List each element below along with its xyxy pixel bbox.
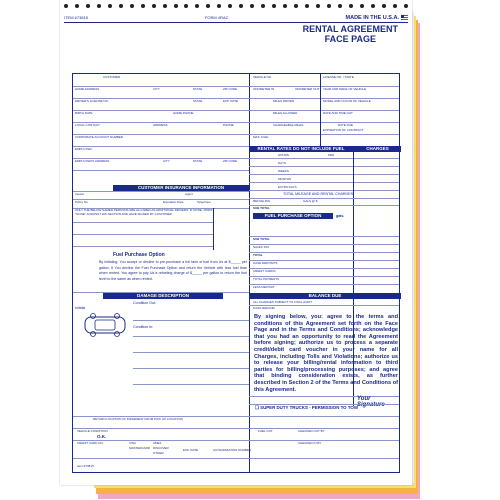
fuel-option-text: By initialing. You accept or decline to pre-purchase a full tank of fuel from Us at $_____ per gallon. If You decline the Fuel Purchase Option and return the Vehicle with less fuel than when rented. You agree to pay Us a refueling charge of $_____ per gallon to return the fuel level to the same as when rented.	[99, 260, 247, 281]
item-code-footer: Item #73815	[77, 464, 94, 468]
us-flag-icon	[401, 15, 408, 20]
form-grid: CUSTOMER HOME ADDRESS CITY STATE ZIP CODE DRIVER'S LICENSE NO. STATE EXP. DATE BIRTH DATE HOME PHONE LOCAL CONTACT ADDRESS PHONE CORPORATE ACCOUNT NUMBER EMPLOYER EMPLOYER'S ADDRESS CITY STATE ZIP CODE VEHICLE NO. LICENSE NO. / STATE ODOMETER IN ODOMETER OUT YEAR AND MAKE OF VEHICLE MILES DRIVEN MODEL AND COLOR OF VEHICLE MILES ALLOWED DATE AND TIME OUT CHARGEABLE MILES DATE DUE EXPIRATION OF CONTRACT MAX. FUEL RENTAL RATES DO NOT INCLUDE FUEL CHARGES HOURS DAYS WEEKS MONTHS EXTRA DAYS PER TOTAL MILEAGE AND RENTAL CHARGES REFUELING GALS @ $ SUB TOTAL FUEL PURCHASE OPTION gals. SUB TOTAL SALES TAX TOTAL CASH DEPOSITS CREDIT CARDS TOTAL PAYMENTS LESS DEPOSIT BALANCE DUE ALL CHARGES SUBJECT TO FINAL AUDIT CASH REFUND By signing below, you: agree to the terms and conditions of this Agreement set forth on the Face Page and in the Terms and Conditions; acknowledge that you had an opportunity to read the Agreement before signing; authorize us to process a separate credit/debit card voucher in your name for all Charges, including Tolls and Violations; authorize us to release your billing/rental information to third parties for billing/processing purposes; and agree that binding consideration exists, as further described in Section 2 of the Terms and Conditions of this Agreement. Your Signature ❏ SUPER DUTY TRUCKS - PERMISSION TO TOW CUSTOMER INSURANCE INFORMATION Insurer Agent Policy No. Expiration Date Telephone ONLY THE BELOW NAMED PERSONS ARE ALLOWED AS ADDITIONAL DRIVERS. IF NONE, PRINT "NONE" ACROSS THIS SECTION AND HAVE SIGNED BY CUSTOMER Fuel Purchase Option By initialing. You accept or decline to pre-purchase a full tank of fuel from Us at $_____ per gallon. If You decline the Fuel Purchase Option and return the Vehicle with less fuel than when rented. You agree to pay Us a refueling charge of $_____ per gallon to return the fuel level to the same as when rented. DAMAGE DESCRIPTION Condition Out: Initials Condition In: RETURN LOCATION (IF DIFFERENT FROM PICK UP LOCATION) VEHICLE CONDITION: O.K. FUEL OUT CHECKED OUT BY CREDIT CARD NO. EXP. DATE AUTHORIZATION NUMBER CHECKED IN BY VISA MASTERCARD AMEX DISCOVER OTHER Item #73815	[72, 73, 400, 473]
form-title: RENTAL AGREEMENT FACE PAGE	[302, 24, 398, 44]
sprocket-holes	[60, 4, 412, 12]
balance-due-bar: BALANCE DUE	[249, 293, 401, 299]
fuel-purchase-option-bar: FUEL PURCHASE OPTION	[253, 213, 333, 219]
fuel-option-title: Fuel Purchase Option	[113, 252, 165, 258]
made-in-usa: MADE IN THE U.S.A.	[346, 15, 408, 21]
form-face-page	[60, 0, 412, 485]
vehicle-diagram-icon	[81, 312, 129, 343]
form-top-row	[64, 13, 408, 23]
signature-label: Your Signature	[357, 396, 385, 408]
damage-header: DAMAGE DESCRIPTION	[103, 293, 223, 299]
tow-permission[interactable]: ❏ SUPER DUTY TRUCKS - PERMISSION TO TOW	[255, 405, 358, 410]
item-number: ITEM #73815	[64, 15, 89, 20]
additional-drivers-notice: ONLY THE BELOW NAMED PERSONS ARE ALLOWED AS ADDITIONAL DRIVERS. IF NONE, PRINT "NONE" ACROSS THIS SECTION AND HAVE SIGNED BY CUSTOMER	[75, 208, 213, 216]
charges-header: CHARGES	[354, 146, 401, 152]
insurance-header: CUSTOMER INSURANCE INFORMATION	[113, 185, 249, 191]
rates-header: RENTAL RATES DO NOT INCLUDE FUEL	[249, 146, 353, 152]
form-number: FORM 4RAC	[204, 15, 229, 20]
agreement-text: By signing below, you: agree to the terms and conditions of this Agreement set forth on the Face Page and in the Terms and Conditions; acknowledge that you had an opportunity to read the Agreement before signing; authorize us to process a separate credit/debit card voucher in your name for all Charges, including Tolls and Violations; authorize us to release your billing/rental information to third parties for billing/processing purposes; and agree that binding consideration exists, as further described in Section 2 of the Terms and Conditions of this Agreement.	[254, 314, 398, 393]
